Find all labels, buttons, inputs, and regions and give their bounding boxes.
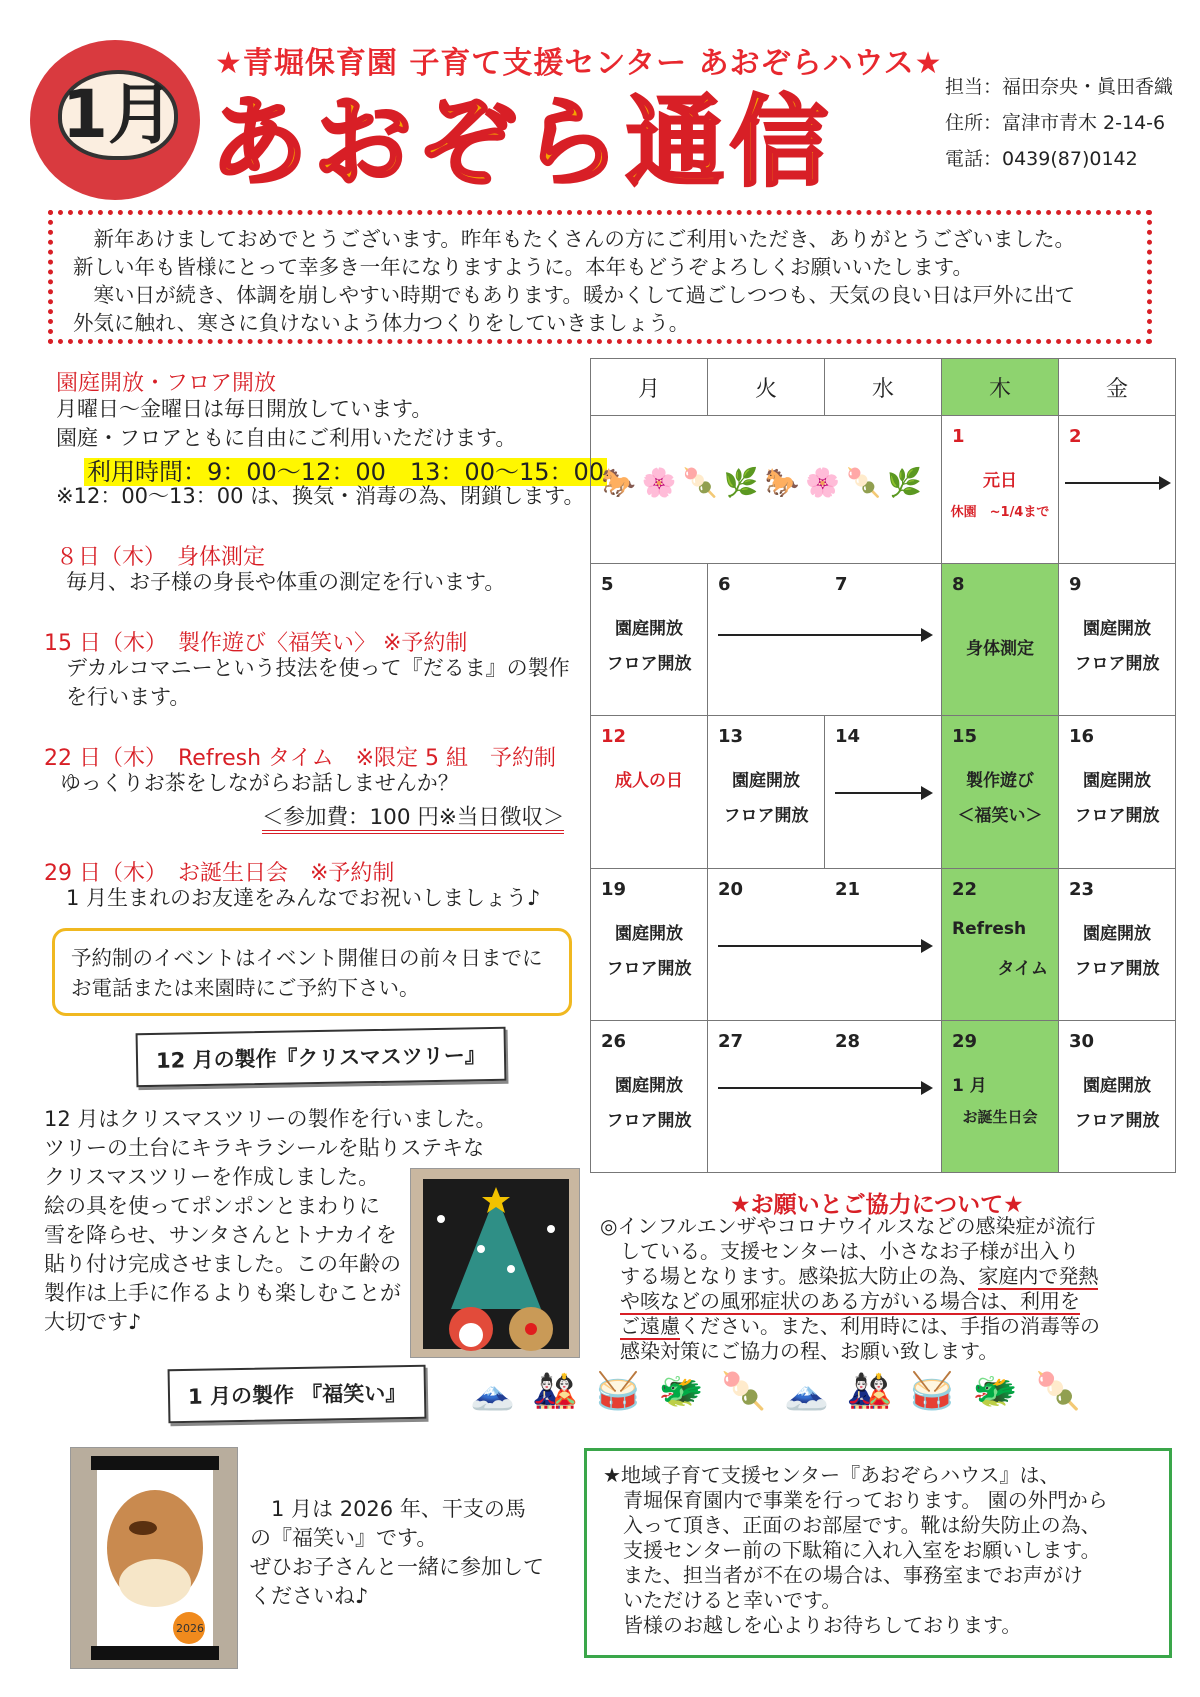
arrow [718,634,931,636]
calendar-week [591,868,1176,1020]
day-number: 23 [1069,878,1095,900]
mount-fuji-icon: 🗻 [470,1371,515,1412]
calendar-day [1059,868,1176,1020]
day-number: 26 [601,1030,627,1052]
december-line: 貼り付け完成させました。この年齢の [44,1252,401,1276]
day-number: 9 [1069,574,1082,596]
december-line: クリスマスツリーを作成しました。 [44,1165,380,1189]
calendar-day [1059,416,1176,564]
mount-fuji-icon: 🗻 [784,1371,829,1412]
day-number: 7 [835,574,848,596]
taiko-icon: 🥁 [909,1371,955,1412]
calendar-day [591,564,708,716]
day-number: 6 [718,574,731,596]
event-body: ゆっくりお茶をしながらお話しませんか？ [60,771,459,795]
request-line [600,1264,1180,1289]
request-title: ★お願いとご協力について★ [730,1192,1024,1218]
greeting-line: 寒い日が続き、体調を崩しやすい時期でもあります。暖かくして過ごしつつも、天気の良い日は戸外に出て [73,283,1076,307]
request-line [600,1289,1180,1314]
calendar-day [942,564,1059,716]
daruma-icon: 🎎 [846,1371,892,1412]
kagami-mochi-icon: 🍡 [846,466,882,500]
event-body: 1 月生まれのお友達をみんなでお祝いしましょう♪ [66,886,541,910]
calendar-week [591,1020,1176,1172]
calendar-day [942,1020,1059,1172]
calendar-day [1059,1020,1176,1172]
calendar-day [1059,564,1176,716]
calendar-day [591,1020,708,1172]
calendar-day [942,416,1059,564]
december-line: ツリーの土台にキラキラシールを貼りステキな [44,1136,485,1160]
day-number: 2 [1069,426,1082,448]
center-info-box [584,1448,1172,1658]
event-label: フロア開放 [1074,1110,1160,1131]
contact-address: 住所：富津市青木 2-14-6 [945,112,1166,134]
new-year-decoration-row [470,1370,1080,1412]
january-line: の『福笑い』です。 [250,1526,438,1550]
request-line: している。支援センターは、小さなお子様が出入り [600,1239,1080,1263]
request-text: する場となります。感染拡大防止の為、 [600,1264,979,1288]
event-label: 園庭開放 [1083,923,1151,944]
horse-icon: 🐎 [601,466,636,500]
calendar-decoration-cell [591,416,942,564]
day-number: 21 [835,878,861,900]
day-number: 5 [601,574,614,596]
tagline: ★青堀保育園 子育て支援センター あおぞらハウス★ [215,46,943,81]
day-number: 16 [1069,726,1095,748]
request-body [600,1214,1180,1364]
december-craft-tag: 12 月の製作『クリスマスツリー』 [136,1027,507,1087]
request-underline: ご遠慮 [620,1314,680,1338]
calendar [590,358,1176,1173]
calendar-day [708,1020,942,1172]
contact-phone: 電話：0439(87)0142 [945,148,1138,170]
notice-line: 予約制のイベントはイベント開催日の前々日までに [71,946,543,970]
calendar-day [942,716,1059,868]
day-number: 30 [1069,1030,1095,1052]
calendar-day [1059,716,1176,868]
calendar-day [942,868,1059,1020]
day-number: 28 [835,1030,861,1052]
calendar-week [591,416,1176,564]
lion-dance-icon: 🐲 [658,1371,704,1412]
event-body: を行います。 [66,685,191,709]
december-line: 絵の具を使ってポンポンとまわりに [44,1194,380,1218]
event-fee: ＜参加費：100 円※当日徴収＞ [262,805,564,834]
event-body: 毎月、お子様の身長や体重の測定を行います。 [66,570,506,594]
event-label: フロア開放 [606,654,692,675]
greeting-line: 新年あけましておめでとうございます。昨年もたくさんの方にご利用いただき、ありがとうございました。 [73,227,1076,251]
calendar-header-row [591,359,1176,416]
request-line [600,1314,1180,1339]
event-label: 製作遊び [966,771,1034,792]
day-header: 水 [825,359,942,416]
day-number: 22 [952,878,978,900]
arrow [718,945,931,947]
open-note: ※12：00～13：00 は、換気・消毒の為、閉鎖します。 [56,484,585,508]
day-number: 12 [601,726,627,748]
calendar-week [591,716,1176,868]
ume-icon: 🌸 [805,466,841,500]
info-line: 支援センター前の下駄箱に入れ入室をお願いします。 [603,1538,1101,1562]
page-title: あおぞら通信 [210,86,835,200]
event-label: Refresh [952,918,1027,939]
event-label: 1 月 [952,1075,987,1096]
day-header: 金 [1059,359,1176,416]
day-number: 27 [718,1030,744,1052]
event-label: お誕生日会 [962,1107,1038,1126]
december-line: 大切です♪ [44,1310,142,1334]
event-label: 園庭開放 [1083,771,1151,792]
day-number: 19 [601,878,627,900]
open-hours: 利用時間：9：00～12：00 13：00～15：00 [84,458,607,486]
event-label: 園庭開放 [615,1075,683,1096]
arrow [1065,482,1169,484]
request-text: ください。また、利用時には、手指の消毒等の [680,1314,1100,1338]
event-label: タイム [997,958,1048,979]
greeting-line: 新しい年も皆様にとって幸多き一年になりますように。本年もどうぞよろしくお願いいたします。 [73,255,973,279]
day-number: 13 [718,726,744,748]
kagami-mochi-icon: 🍡 [721,1371,767,1412]
pine-icon: 🌿 [723,466,759,500]
photo-year-label: 2026 [176,1622,204,1635]
request-underline: や咳などの風邪症状のある方がいる場合は、利用を [620,1289,1080,1313]
calendar-day [591,716,708,868]
calendar-day [708,868,942,1020]
closed-label: 休園 ~1/4まで [950,505,1050,521]
greeting-line: 外気に触れ、寒さに負けないよう体力つくりをしていきましょう。 [73,311,690,335]
day-number: 8 [952,574,965,596]
day-header: 火 [708,359,825,416]
event-label: フロア開放 [606,958,692,979]
day-number: 14 [835,726,861,748]
info-line: 入って頂き、正面のお部屋です。靴は紛失防止の為、 [603,1513,1101,1537]
info-line: ★地域子育て支援センター『あおぞらハウス』は、 [603,1463,1060,1487]
contact-staff: 担当：福田奈央・眞田香織 [945,76,1174,98]
calendar-day [708,564,942,716]
event-label: フロア開放 [606,1110,692,1131]
day-header: 木 [942,359,1059,416]
calendar-day [591,868,708,1020]
event-label: フロア開放 [1074,958,1160,979]
info-line: 青堀保育園内で事業を行っております。 園の外門から [603,1488,1108,1512]
event-label: ＜福笑い＞ [957,806,1043,827]
january-line: 1 月は 2026 年、干支の馬 [250,1497,526,1521]
day-header: 月 [591,359,708,416]
event-label: 園庭開放 [615,923,683,944]
reservation-notice [52,928,572,1016]
event-heading: ８日（木） 身体測定 [56,545,266,570]
event-heading: 15 日（木） 製作遊び〈福笑い〉 ※予約制 [44,631,468,656]
event-heading: 22 日（木） Refresh タイム ※限定 5 組 予約制 [44,746,557,771]
arrow [718,1087,931,1089]
january-line: ぜひお子さんと一緒に参加して [250,1555,544,1579]
event-body: デカルコマニーという技法を使って『だるま』の製作 [66,656,570,680]
december-line: 雪を降らせ、サンタさんとトナカイを [44,1223,397,1247]
open-heading: 園庭開放・フロア開放 [56,371,277,396]
taiko-icon: 🥁 [595,1371,641,1412]
arrow [835,792,931,794]
calendar-day [825,716,942,868]
daruma-icon: 🎎 [532,1371,578,1412]
open-line: 園庭・フロアともに自由にご利用いただけます。 [56,426,517,450]
january-text [250,1495,544,1611]
event-label: 園庭開放 [615,619,683,640]
info-line: 皆様のお越しを心よりお待ちしております。 [603,1613,1022,1637]
day-number: 29 [952,1030,978,1052]
december-line: 製作は上手に作るよりも楽しむことが [44,1281,401,1305]
kagami-mochi-icon: 🍡 [1035,1371,1081,1412]
christmas-tree-photo [410,1168,580,1358]
pine-icon: 🌿 [887,466,922,500]
lion-dance-icon: 🐲 [972,1371,1018,1412]
calendar-day [708,716,825,868]
holiday-label: 成人の日 [615,771,683,792]
january-craft-tag: 1 月の製作 『福笑い』 [168,1365,427,1423]
event-label: 園庭開放 [1083,1075,1151,1096]
request-line: 感染対策にご協力の程、お願い致します。 [600,1339,999,1363]
day-number: 20 [718,878,744,900]
kagami-mochi-icon: 🍡 [682,466,718,500]
fukuwarai-horse-photo [70,1447,238,1669]
calendar-decoration-row [601,466,922,499]
event-label: フロア開放 [723,806,809,827]
info-line: また、担当者が不在の場合は、事務室までお声がけ [603,1563,1083,1587]
request-line: ◎インフルエンザやコロナウイルスなどの感染症が流行 [600,1214,1096,1238]
december-line: 12 月はクリスマスツリーの製作を行いました。 [44,1107,497,1131]
ume-icon: 🌸 [641,466,677,500]
month-label: 1月 [62,76,174,153]
greeting-box [48,210,1152,344]
event-label: 園庭開放 [732,771,800,792]
event-heading: 29 日（木） お誕生日会 ※予約制 [44,861,395,886]
open-line: 月曜日～金曜日は毎日開放しています。 [56,397,433,421]
request-underline: 家庭内で発熱 [978,1264,1099,1288]
event-label: 身体測定 [966,639,1034,660]
calendar-week [591,564,1176,716]
january-line: くださいね♪ [250,1584,369,1608]
holiday-label: 元日 [983,471,1017,492]
event-label: 園庭開放 [1083,619,1151,640]
day-number: 15 [952,726,978,748]
day-number: 1 [952,426,965,448]
notice-line: お電話または来園時にご予約下さい。 [71,976,420,1000]
event-label: フロア開放 [1074,654,1160,675]
horse-icon: 🐎 [764,466,800,500]
event-label: フロア開放 [1074,806,1160,827]
info-line: いただけると幸いです。 [603,1588,842,1612]
